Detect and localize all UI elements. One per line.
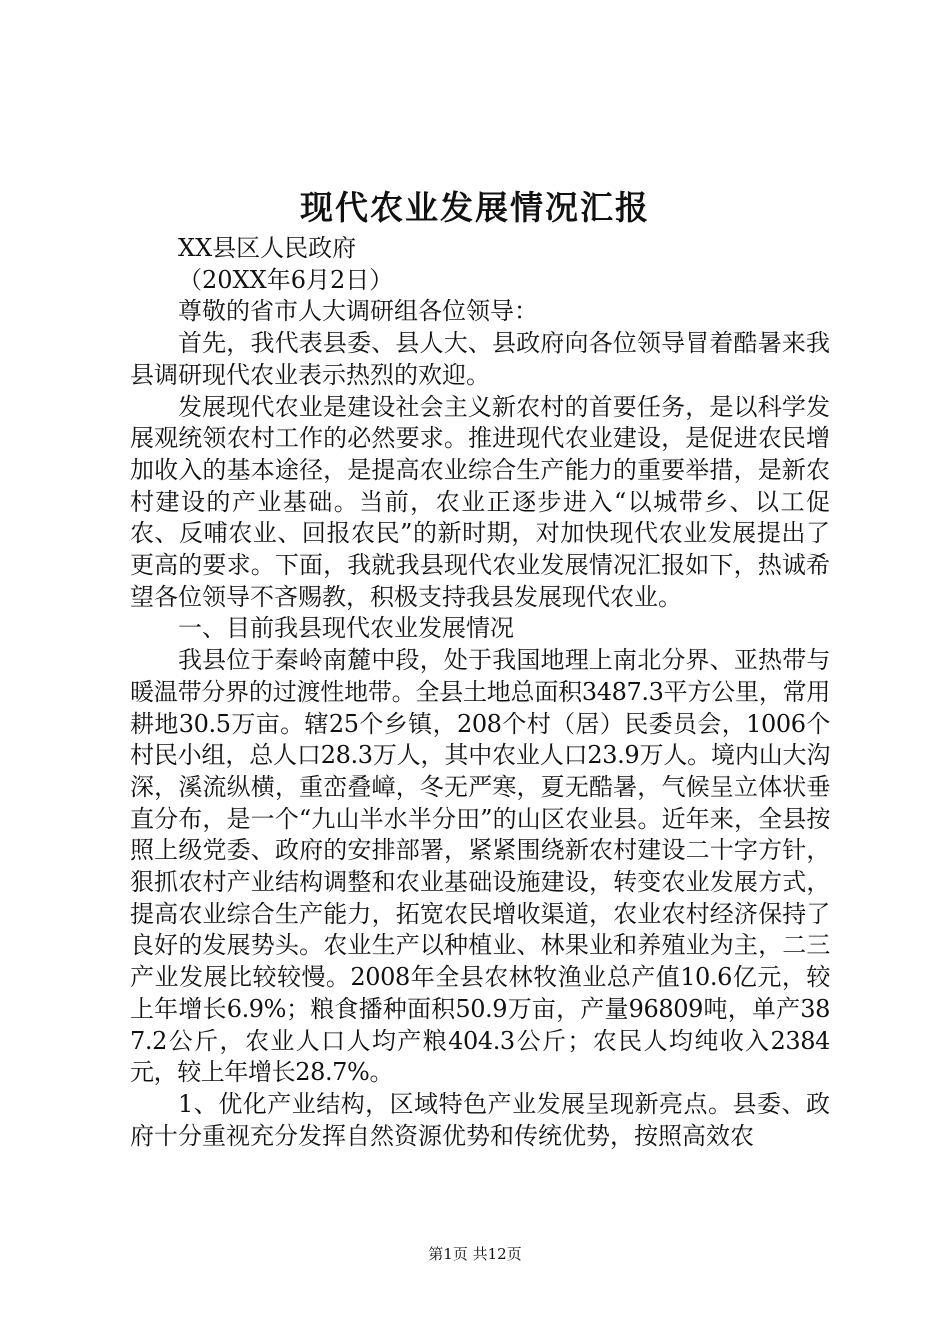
document-title: 现代农业发展情况汇报 [300, 188, 650, 227]
section-heading: 一、目前我县现代农业发展情况 [178, 614, 514, 643]
paragraph-county-overview: 我县位于秦岭南麓中段，处于我国地理上南北分界、亚热带与暖温带分界的过渡性地带。全县土地总面积3487.3平方公里，常用耕地30.5万亩。辖25个乡镇，208个村（居）民委员会，1006个村民小组，总人口28.3万人，其中农业人口23.9万人。境内山大沟深，溪流纵横，重峦叠嶂，冬无严寒，夏无酷暑，气候呈立体状垂直分布，是一个“九山半水半分田”的山区农业县。近年来，全县按照上级党委、政府的安排部署，紧紧围绕新农村建设二十字方针，狠抓农村产业结构调整和农业基础设施建设，转变农业发展方式，提高农业综合生产能力，拓宽农民增收渠道，农业农村经济保持了良好的发展势头。农业生产以种植业、林果业和养殖业为主，二三产业发展比较较慢。2008年全县农林牧渔业总产值10.6亿元，较上年增长6.9%；粮食播种面积50.9万亩，产量96809吨，单产387.2公斤，农业人口人均产粮404.3公斤；农民人均纯收入2384元，较上年增长28.7%。 [130, 646, 830, 1087]
paragraph-welcome: 首先，我代表县委、县人大、县政府向各位领导冒着酷暑来我县调研现代农业表示热烈的欢迎。 [130, 329, 830, 389]
page-footer: 第1页 共12页 [428, 1245, 522, 1263]
date-line: （20XX年6月2日） [178, 265, 394, 294]
paragraph-point-one: 1、优化产业结构，区域特色产业发展呈现新亮点。县委、政府十分重视充分发挥自然资源优势和传统优势，按照高效农 [130, 1089, 830, 1150]
paragraph-introduction: 发展现代农业是建设社会主义新农村的首要任务，是以科学发展观统领农村工作的必然要求。推进现代农业建设，是促进农民增加收入的基本途径，是提高农业综合生产能力的重要举措，是新农村建设的产业基础。当前，农业正逐步进入“以城带乡、以工促农、反哺农业、回报农民”的新时期，对加快现代农业发展提出了更高的要求。下面，我就我县现代农业发展情况汇报如下，热诚希望各位领导不吝赐教，积极支持我县发展现代农业。 [130, 392, 830, 611]
document-body [130, 233, 830, 1152]
salutation: 尊敬的省市人大调研组各位领导： [178, 297, 538, 326]
issuer-line: XX县区人民政府 [178, 234, 357, 262]
